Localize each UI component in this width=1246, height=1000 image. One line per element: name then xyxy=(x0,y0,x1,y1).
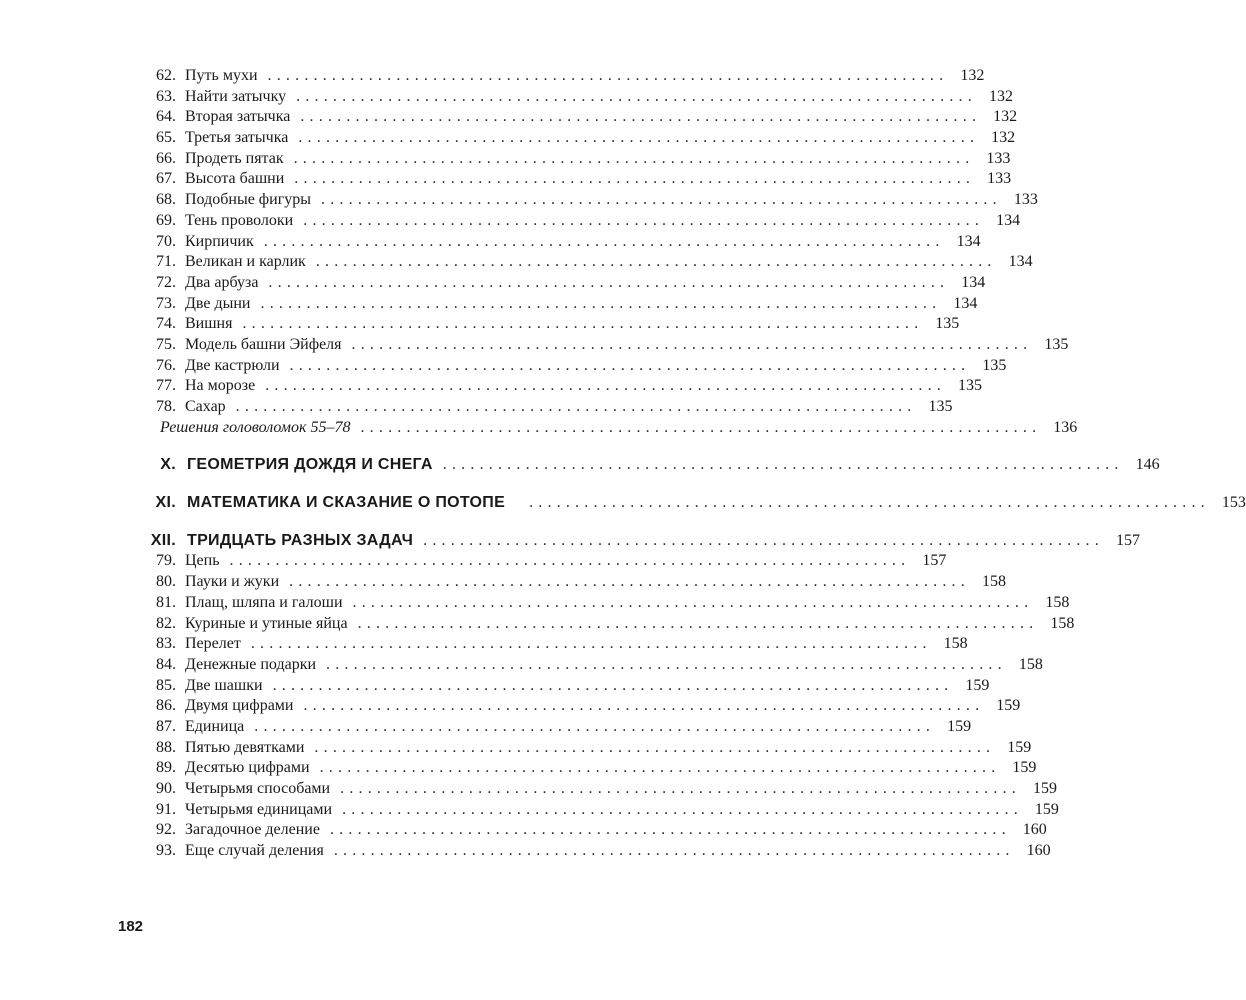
entry-number: 89. xyxy=(156,759,176,777)
entry-number: 75. xyxy=(156,335,176,353)
entry-page: 133 xyxy=(986,149,1011,167)
entry-number: 80. xyxy=(156,573,176,591)
entry-page: 133 xyxy=(1013,191,1038,209)
entry-number: 81. xyxy=(156,593,176,611)
toc-entry[interactable] xyxy=(118,614,1075,635)
chapter-number: XII. xyxy=(150,531,176,549)
toc-entry[interactable] xyxy=(118,738,1032,759)
entry-title: Пятью девятками xyxy=(185,738,305,756)
entry-title: Два арбуза xyxy=(185,273,259,291)
entry-number: 83. xyxy=(156,635,176,653)
entry-number: 90. xyxy=(156,780,176,797)
entry-number: 87. xyxy=(156,717,176,735)
entry-number: 79. xyxy=(156,552,176,570)
entry-number: 77. xyxy=(156,377,176,395)
dot-leader: .......................................................................... xyxy=(272,676,954,694)
toc-entry[interactable] xyxy=(118,376,983,397)
entry-number: 72. xyxy=(156,273,176,291)
toc-entry[interactable] xyxy=(118,314,960,335)
dot-leader: .......................................................................... xyxy=(293,149,975,167)
toc-entry[interactable] xyxy=(118,190,1038,211)
entry-title: Перелет xyxy=(185,635,241,653)
dot-leader: .......................................................................... xyxy=(352,593,1034,611)
dot-leader: .......................................................................... xyxy=(265,377,947,395)
dot-leader: .......................................................................... xyxy=(298,129,980,147)
entry-number: 62. xyxy=(156,67,176,84)
toc-entry[interactable] xyxy=(118,294,978,315)
entry-title: Десятью цифрами xyxy=(185,759,310,777)
entry-title: Продеть пятак xyxy=(185,149,284,167)
entry-number: 63. xyxy=(156,87,176,105)
entry-page: 159 xyxy=(947,717,972,735)
dot-leader: .......................................................................... xyxy=(289,573,970,591)
entry-page: 135 xyxy=(982,356,1007,374)
entry-page: 135 xyxy=(958,377,983,395)
entry-number: 82. xyxy=(156,614,176,632)
chapter-number: XI. xyxy=(155,494,176,512)
entry-page: 159 xyxy=(996,697,1021,715)
dot-leader: .......................................................................... xyxy=(329,821,1011,839)
dot-leader: .......................................................................... xyxy=(250,635,932,653)
entry-page: 158 xyxy=(1018,655,1043,673)
entry-title: Две кастрюли xyxy=(185,356,280,374)
toc-chapter-xi[interactable] xyxy=(118,493,1246,514)
entry-number: 78. xyxy=(156,398,176,415)
dot-leader: .......................................................................... xyxy=(529,494,1210,512)
entry-number: 73. xyxy=(156,294,176,312)
toc-entry[interactable] xyxy=(118,717,972,738)
toc-chapter-xii[interactable] xyxy=(118,531,1140,552)
dot-leader: .......................................................................... xyxy=(423,531,1104,549)
toc-entry-solutions[interactable] xyxy=(118,418,1078,439)
entry-title: Путь мухи xyxy=(185,67,258,84)
toc-entry[interactable] xyxy=(118,572,1006,593)
dot-leader: .......................................................................... xyxy=(267,67,949,84)
dot-leader: .......................................................................... xyxy=(260,294,942,312)
entry-page: 135 xyxy=(928,398,953,415)
toc-entry[interactable] xyxy=(118,128,1016,149)
entry-page: 157 xyxy=(922,552,947,570)
dot-leader: .......................................................................... xyxy=(333,842,1015,860)
entry-title: Две шашки xyxy=(185,676,263,694)
entry-number: 84. xyxy=(156,655,176,673)
entry-number: 76. xyxy=(156,356,176,374)
toc-entry[interactable] xyxy=(118,551,947,572)
entry-number: 65. xyxy=(156,129,176,147)
toc-entry[interactable] xyxy=(118,107,1018,128)
entry-title: Найти затычку xyxy=(185,87,287,105)
toc-entry[interactable] xyxy=(118,66,985,87)
dot-leader: .......................................................................... xyxy=(321,191,1002,209)
entry-page: 132 xyxy=(988,87,1013,105)
dot-leader: .......................................................................... xyxy=(263,232,945,250)
entry-page: 159 xyxy=(1032,780,1057,797)
dot-leader: .......................................................................... xyxy=(315,253,997,271)
chapter-title: ТРИДЦАТЬ РАЗНЫХ ЗАДАЧ xyxy=(187,531,414,549)
entry-page: 132 xyxy=(960,67,985,84)
entry-page: 158 xyxy=(981,573,1006,591)
entry-number: 85. xyxy=(156,676,176,694)
entry-number: 70. xyxy=(156,232,176,250)
entry-page: 159 xyxy=(1012,759,1037,777)
entry-title: Денежные подарки xyxy=(185,655,317,673)
dot-leader: .......................................................................... xyxy=(326,655,1007,673)
entry-title: Загадочное деление xyxy=(185,821,320,839)
toc-chapter-x[interactable] xyxy=(118,455,1160,476)
dot-leader: .......................................................................... xyxy=(268,273,950,291)
dot-leader: .......................................................................... xyxy=(340,780,1021,797)
dot-leader: .......................................................................... xyxy=(289,356,971,374)
entry-title: Вторая затычка xyxy=(185,108,291,126)
entry-number: 88. xyxy=(156,738,176,756)
chapter-page: 153 xyxy=(1221,494,1246,512)
entry-page: 159 xyxy=(1034,800,1059,818)
toc-entry[interactable] xyxy=(118,655,1043,676)
entry-title: Решения головоломок 55–78 xyxy=(160,418,351,436)
entry-page: 133 xyxy=(987,170,1012,188)
entry-title: На морозе xyxy=(185,377,256,395)
entry-title: Сахар xyxy=(185,398,226,415)
toc-entry[interactable] xyxy=(118,593,1070,614)
entry-number: 86. xyxy=(156,697,176,715)
dot-leader: .......................................................................... xyxy=(319,759,1001,777)
entry-title: Подобные фигуры xyxy=(185,191,312,209)
entry-title: Пауки и жуки xyxy=(185,573,280,591)
chapter-number: X. xyxy=(160,456,176,474)
toc-entry[interactable] xyxy=(118,356,1007,377)
entry-title: Четырьмя способами xyxy=(185,780,331,797)
toc-entry[interactable] xyxy=(118,758,1037,779)
toc-section-puzzles-79-93 xyxy=(118,551,1075,861)
entry-page: 132 xyxy=(993,108,1018,126)
entry-title: Кирпичик xyxy=(185,232,254,250)
toc-entry[interactable] xyxy=(118,335,1069,356)
toc-entry[interactable] xyxy=(118,800,1059,821)
entry-number: 67. xyxy=(156,170,176,188)
dot-leader: .......................................................................... xyxy=(254,717,936,735)
entry-number: 64. xyxy=(156,108,176,126)
toc-entry[interactable] xyxy=(118,779,1057,800)
dot-leader: .......................................................................... xyxy=(294,170,976,188)
entry-title: Тень проволоки xyxy=(185,211,294,229)
entry-page: 158 xyxy=(1050,614,1075,632)
dot-leader: .......................................................................... xyxy=(235,398,917,415)
entry-page: 132 xyxy=(991,129,1016,147)
entry-title: Цепь xyxy=(185,552,220,570)
toc-entry[interactable] xyxy=(118,634,968,655)
toc-entry[interactable] xyxy=(118,273,986,294)
dot-leader: .......................................................................... xyxy=(300,108,982,126)
dot-leader: .......................................................................... xyxy=(360,418,1042,436)
toc-entry[interactable] xyxy=(118,252,1033,273)
table-of-contents xyxy=(118,66,1246,862)
entry-page: 158 xyxy=(1045,593,1070,611)
dot-leader: .......................................................................... xyxy=(296,87,977,105)
entry-page: 135 xyxy=(1044,335,1069,353)
toc-entry[interactable] xyxy=(118,397,953,418)
toc-entry[interactable] xyxy=(118,820,1047,841)
toc-entry[interactable] xyxy=(118,149,1011,170)
entry-page: 158 xyxy=(943,635,968,653)
chapter-title: МАТЕМАТИКА И СКАЗАНИЕ О ПОТОПЕ xyxy=(187,494,506,512)
chapter-page: 157 xyxy=(1115,531,1140,549)
toc-entry[interactable] xyxy=(118,169,1012,190)
dot-leader: .......................................................................... xyxy=(303,697,985,715)
entry-title: Вишня xyxy=(185,315,233,333)
entry-page: 134 xyxy=(996,211,1021,229)
entry-title: Великан и карлик xyxy=(185,253,306,271)
entry-page: 159 xyxy=(1007,738,1032,756)
toc-entry[interactable] xyxy=(118,232,981,253)
entry-title: Куриные и утиные яйца xyxy=(185,614,348,632)
entry-number: 71. xyxy=(156,253,176,271)
dot-leader: .......................................................................... xyxy=(303,211,985,229)
entry-number: 93. xyxy=(156,842,176,860)
entry-page: 159 xyxy=(965,676,990,694)
entry-title: Модель башни Эйфеля xyxy=(185,335,342,353)
entry-title: Четырьмя единицами xyxy=(185,800,333,818)
chapter-page: 146 xyxy=(1135,456,1160,474)
toc-entry[interactable] xyxy=(118,676,990,697)
entry-title: Третья затычка xyxy=(185,129,289,147)
entry-number: 92. xyxy=(156,821,176,839)
entry-title: Две дыни xyxy=(185,294,251,312)
entry-title: Еще случай деления xyxy=(185,842,324,860)
dot-leader: .......................................................................... xyxy=(314,738,996,756)
entry-title: Двумя цифрами xyxy=(185,697,294,715)
entry-number: 91. xyxy=(156,800,176,818)
dot-leader: .......................................................................... xyxy=(342,800,1023,818)
toc-section-puzzles-62-78 xyxy=(118,66,1078,438)
entry-number: 74. xyxy=(156,315,176,333)
entry-page: 134 xyxy=(1008,253,1033,271)
entry-title: Высота башни xyxy=(185,170,285,188)
toc-entry[interactable] xyxy=(118,696,1021,717)
entry-page: 160 xyxy=(1026,842,1051,860)
entry-title: Плащ, шляпа и галоши xyxy=(185,593,343,611)
dot-leader: .......................................................................... xyxy=(242,315,924,333)
entry-page: 135 xyxy=(935,315,960,333)
toc-entry[interactable] xyxy=(118,87,1013,108)
entry-page: 160 xyxy=(1022,821,1047,839)
entry-number: 69. xyxy=(156,211,176,229)
entry-title: Единица xyxy=(185,717,245,735)
page-number: 182 xyxy=(118,918,144,935)
entry-number: 68. xyxy=(156,191,176,209)
entry-number: 66. xyxy=(156,149,176,167)
dot-leader: .......................................................................... xyxy=(229,552,911,570)
dot-leader: .......................................................................... xyxy=(351,335,1033,353)
entry-page: 134 xyxy=(956,232,981,250)
toc-entry[interactable] xyxy=(118,841,1051,862)
toc-entry[interactable] xyxy=(118,211,1021,232)
entry-page: 136 xyxy=(1053,418,1078,436)
dot-leader: .......................................................................... xyxy=(357,614,1039,632)
chapter-title: ГЕОМЕТРИЯ ДОЖДЯ И СНЕГА xyxy=(187,456,433,474)
entry-page: 134 xyxy=(953,294,978,312)
entry-page: 134 xyxy=(961,273,986,291)
dot-leader: .......................................................................... xyxy=(442,456,1124,474)
